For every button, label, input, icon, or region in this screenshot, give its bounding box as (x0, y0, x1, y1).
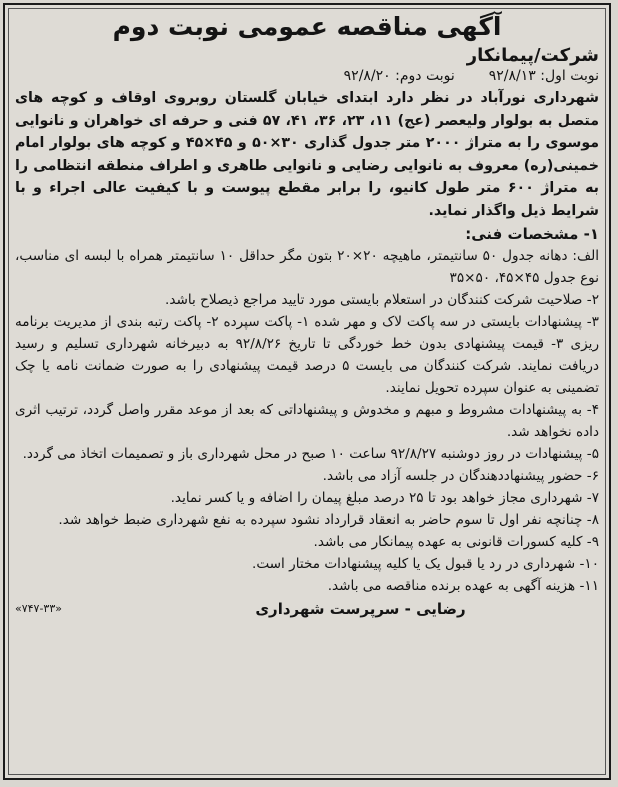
tender-notice (3, 3, 611, 780)
round-dates (15, 67, 599, 85)
condition-item-3: ۳- پیشنهادات بایستی در سه پاکت لاک و مهر شده ۱- پاکت سپرده ۲- پاکت رتبه بندی از مدیریت برنامه ریزی ۳- قیمت پیشنهادی بدون خط خوردگی تا تاریخ ۹۲/۸/۲۶ به دبیرخانه شهرداری تسلیم و رسید دریافت نمایند. شرکت کنندگان می بایست ۵ درصد قیمت پیشنهادی را به صورت ضمانت نامه یا چک تضمینی به عنوان سپرده تحویل نمایند. (15, 314, 600, 396)
condition-item-7: ۷- شهرداری مجاز خواهد بود تا ۲۵ درصد مبلغ پیمان را اضافه و یا کسر نماید. (170, 490, 599, 506)
condition-item-8: ۸- چنانچه نفر اول تا سوم حاضر به انعقاد قرارداد نشود سپرده به نفع شهرداری ضبط خواهد شد. (58, 512, 599, 528)
condition-item-4: ۴- به پیشنهادات مشروط و مبهم و مخدوش و پیشنهاداتی که بعد از موعد مقرر واصل گردد، ترتیب اثری داده نخواهد شد. (15, 402, 599, 440)
section-technical-title: ۱- مشخصات فنی: (465, 225, 599, 243)
condition-item-5: ۵- پیشنهادات در روز دوشنبه ۹۲/۸/۲۷ ساعت ۱۰ صبح در محل شهرداری باز و تصمیمات اتخاذ می گردد. (22, 446, 599, 462)
condition-item-a: الف: دهانه جدول ۵۰ سانتیمتر، ماهیچه ۲۰×۲۰ بتون مگر حداقل ۱۰ سانتیمتر همراه با لبسه ای مناسب، نوع جدول ۴۵×۴۵، ۵۰×۳۵ (15, 248, 600, 286)
condition-item-11: ۱۱- هزینه آگهی به عهده برنده مناقصه می باشد. (327, 578, 599, 594)
first-round-date: نوبت اول: ۹۲/۸/۱۳ (488, 68, 599, 84)
notice-code: «۷۴۷-۳۳» (15, 602, 62, 615)
signature: رضایی - سرپرست شهرداری (255, 600, 466, 618)
second-round-date: نوبت دوم: ۹۲/۸/۲۰ (343, 68, 455, 84)
company-label: شرکت/پیمانکار (466, 45, 599, 66)
condition-item-6: ۶- حضور پیشنهاددهندگان در جلسه آزاد می باشد. (322, 468, 599, 484)
condition-item-2: ۲- صلاحیت شرکت کنندگان در استعلام بایستی مورد تایید مراجع ذیصلاح باشد. (165, 292, 599, 308)
condition-item-10: ۱۰- شهرداری در رد یا قبول یک یا کلیه پیشنهادات مختار است. (252, 556, 599, 572)
intro-paragraph: شهرداری نورآباد در نظر دارد ابتدای خیابان گلستان روبروی اوقاف و کوچه های متصل به بولوار ولیعصر (عج) ۱۱، ۲۳، ۳۶، ۴۱، ۵۷ فنی و حرفه ای خواهران و نانوایی موسوی را به متراژ ۲۰۰۰ متر جدول گذاری ۳۰×۵۰ و ۴۵×۴۵ و کوچه های بولوار امام خمینی(ره) معروف به نانوایی رضایی و نانوایی طاهری و اطراف منطقه انتظامی را به متراژ ۶۰۰ متر طول کانیو، را برابر مقطع پیوست و با کیفیت عالی اجراء و با شرایط ذیل واگذار نماید. (15, 90, 600, 219)
footer (15, 599, 599, 619)
condition-item-9: ۹- کلیه کسورات قانونی به عهده پیمانکار می باشد. (313, 534, 599, 550)
notice-title: آگهی مناقصه عمومی نوبت دوم (112, 12, 502, 41)
